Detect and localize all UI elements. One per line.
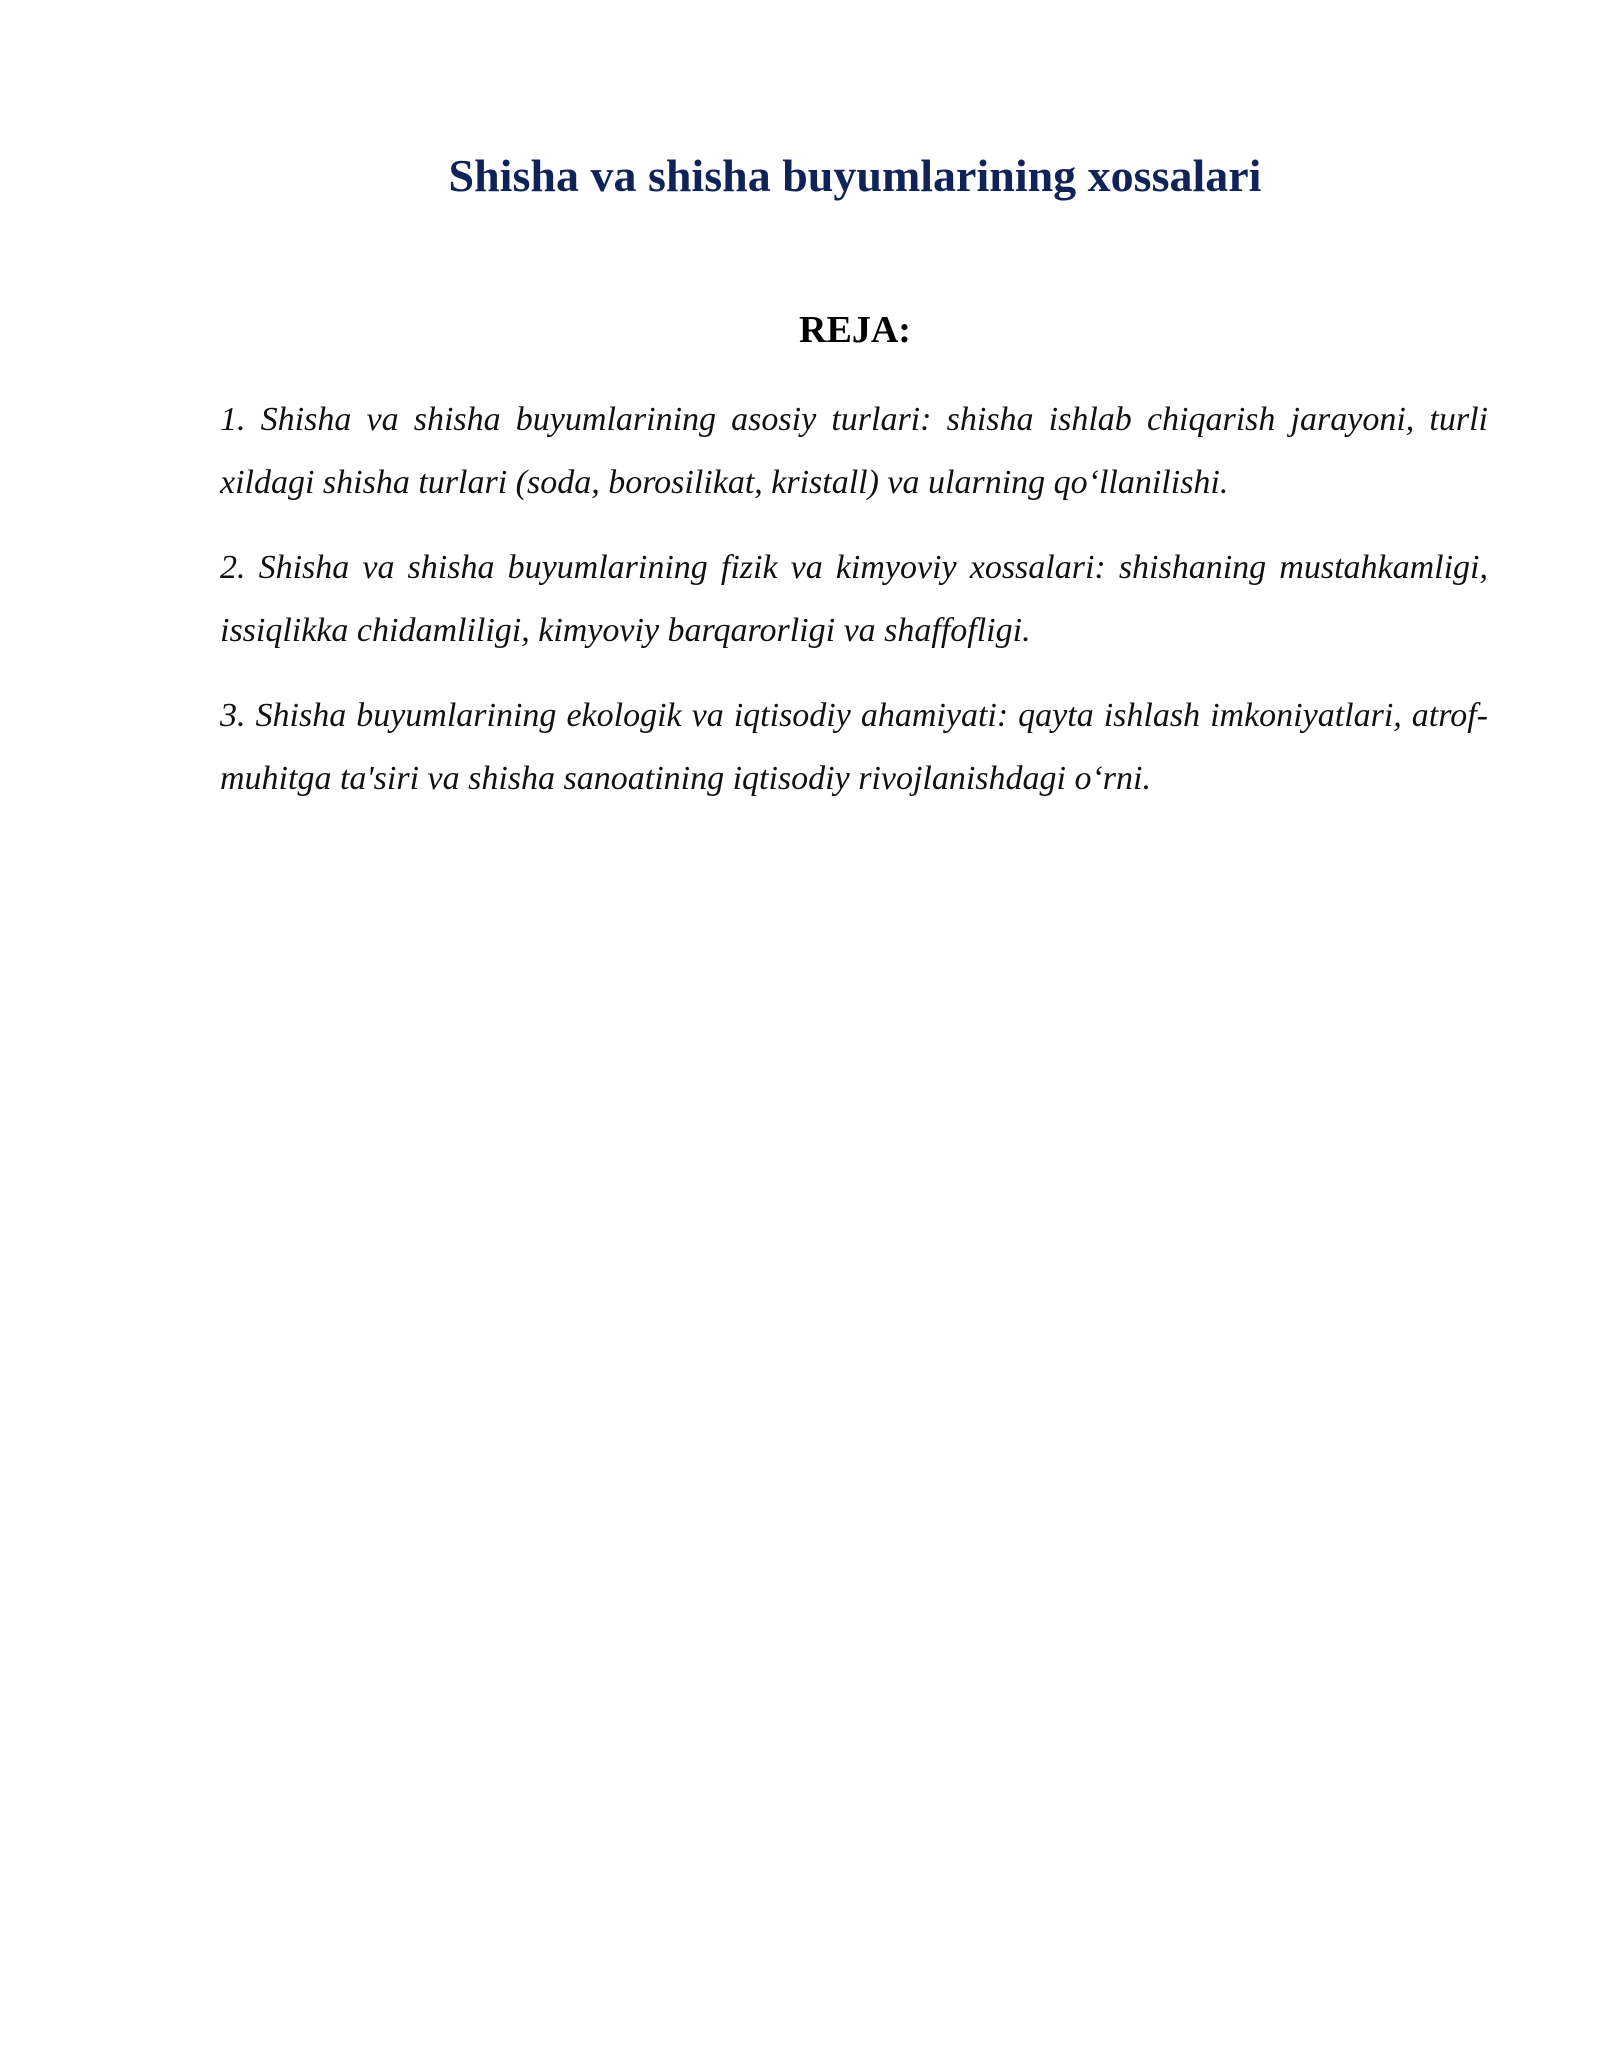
plan-item-2: 2. Shisha va shisha buyumlarining fizik va kimyoviy xossalari: shishaning mustahkamligi, issiqlikka chidamliligi, kimyoviy barqarorligi va shaffofligi.: [220, 549, 1488, 649]
document-title: Shisha va shisha buyumlarining xossalari: [448, 150, 1262, 201]
plan-item-1: 1. Shisha va shisha buyumlarining asosiy turlari: shisha ishlab chiqarish jarayoni, turli xildagi shisha turlari (soda, borosilikat, kristall) va ularning qo‘llanilishi.: [220, 401, 1488, 501]
plan-item-3: 3. Shisha buyumlarining ekologik va iqtisodiy ahamiyati: qayta ishlash imkoniyatlari, atrof-muhitga ta'siri va shisha sanoatining iqtisodiy rivojlanishdagi o‘rni.: [220, 697, 1488, 797]
plan-list: [220, 388, 1488, 832]
plan-heading: REJA:: [799, 309, 911, 351]
